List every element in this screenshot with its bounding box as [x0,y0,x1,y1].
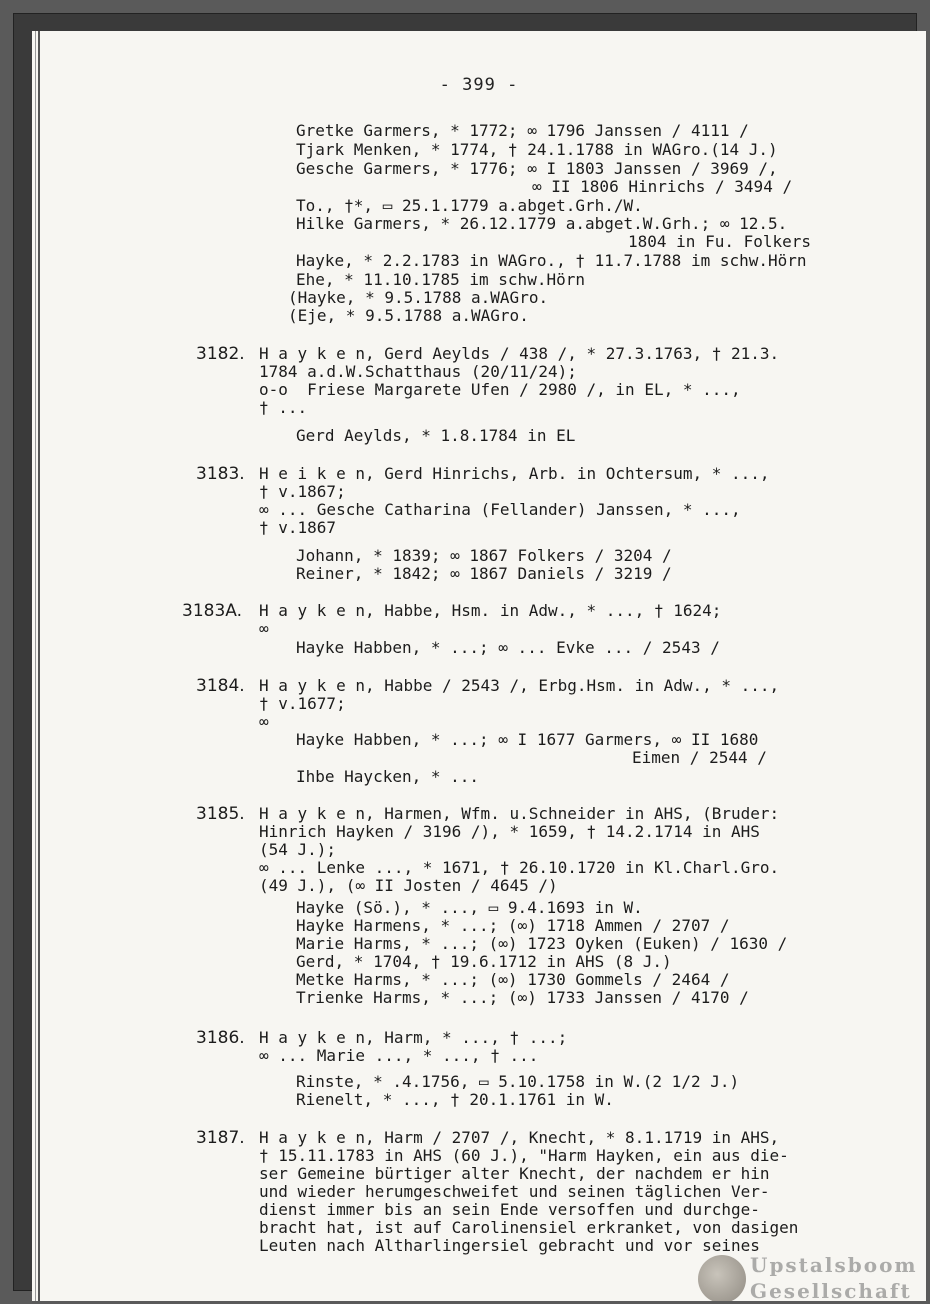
watermark-line-2: Gesellschaft [750,1279,912,1301]
text-line: (49 J.), (∞ II Josten / 4645 /) [259,876,558,895]
child-line: Hayke (Sö.), * ..., ▭ 9.4.1693 in W. [296,898,643,917]
entry-heading: H a y k e n, Habbe / 2543 /, Erbg.Hsm. in Adw., * ..., [259,676,780,695]
text-line: ∞ [259,712,269,731]
text-line: † v.1867; [259,482,346,501]
child-line: Hayke Habben, * ...; ∞ I 1677 Garmers, ∞ II 1680 [296,730,759,749]
child-line: Gerd, * 1704, † 19.6.1712 in AHS (8 J.) [296,952,672,971]
child-line: Reiner, * 1842; ∞ 1867 Daniels / 3219 / [296,564,672,583]
child-line: Gerd Aeylds, * 1.8.1784 in EL [296,426,576,445]
text-line: † ... [259,398,308,417]
entry-heading: H a y k e n, Harm, * ..., † ...; [259,1028,568,1047]
text-line: (54 J.); [259,840,337,859]
text-line: † 15.11.1783 in AHS (60 J.), "Harm Hayken, ein aus die- [259,1146,789,1165]
text-line: † v.1867 [259,518,337,537]
entry-number: 3184. [196,676,245,696]
text-line: Gretke Garmers, * 1772; ∞ 1796 Janssen / 4111 / [296,121,749,140]
text-line: Ehe, * 11.10.1785 im schw.Hörn [296,270,585,289]
entry-number: 3187. [196,1128,245,1148]
entry-heading: H e i k e n, Gerd Hinrichs, Arb. in Ochtersum, * ..., [259,464,770,483]
text-line: dienst immer bis an sein Ende versoffen und durchge- [259,1200,760,1219]
text-line: (Hayke, * 9.5.1788 a.WAGro. [288,288,549,307]
binding-edge-shadow [35,31,36,1301]
page-number: - 399 - [439,75,519,95]
text-line: Leuten nach Altharlingersiel gebracht und vor seines [259,1236,760,1255]
entry-number: 3183A. [182,601,242,621]
entry-number: 3183. [196,464,245,484]
child-line: Marie Harms, * ...; (∞) 1723 Oyken (Euken) / 1630 / [296,934,788,953]
entry-number: 3182. [196,344,245,364]
child-line: Metke Harms, * ...; (∞) 1730 Gommels / 2464 / [296,970,730,989]
child-line: Johann, * 1839; ∞ 1867 Folkers / 3204 / [296,546,672,565]
entry-heading: H a y k e n, Gerd Aeylds / 438 /, * 27.3.1763, † 21.3. [259,344,780,363]
seal-icon [698,1255,746,1301]
scan-frame [13,13,918,1301]
text-line: (Eje, * 9.5.1788 a.WAGro. [288,306,529,325]
binding-edge [38,31,40,1301]
text-line: ∞ II 1806 Hinrichs / 3494 / [532,177,793,196]
text-line: To., †*, ▭ 25.1.1779 a.abget.Grh./W. [296,196,643,215]
entry-number: 3185. [196,804,245,824]
entry-heading: H a y k e n, Harm / 2707 /, Knecht, * 8.1.1719 in AHS, [259,1128,780,1147]
watermark-line-1: Upstalsboom [750,1253,918,1277]
text-line: 1784 a.d.W.Schatthaus (20/11/24); [259,362,577,381]
text-line: Hilke Garmers, * 26.12.1779 a.abget.W.Grh.; ∞ 12.5. [296,214,788,233]
entry-number: 3186. [196,1028,245,1048]
text-line: ser Gemeine bürtiger alter Knecht, der nachdem er hin [259,1164,770,1183]
child-line: Eimen / 2544 / [632,748,767,767]
entry-heading: H a y k e n, Habbe, Hsm. in Adw., * ..., † 1624; [259,601,722,620]
child-line: Rienelt, * ..., † 20.1.1761 in W. [296,1090,614,1109]
text-line: 1804 in Fu. Folkers [628,232,812,251]
text-line: o-o Friese Margarete Ufen / 2980 /, in EL, * ..., [259,380,741,399]
child-line: Hayke Harmens, * ...; (∞) 1718 Ammen / 2707 / [296,916,730,935]
child-line: Rinste, * .4.1756, ▭ 5.10.1758 in W.(2 1/2 J.) [296,1072,740,1091]
text-line: und wieder herumgeschweifet und seinen täglichen Ver- [259,1182,770,1201]
text-line: Tjark Menken, * 1774, † 24.1.1788 in WAGro.(14 J.) [296,140,778,159]
text-line: † v.1677; [259,694,346,713]
child-line: Trienke Harms, * ...; (∞) 1733 Janssen / 4170 / [296,988,749,1007]
text-line: bracht hat, ist auf Carolinensiel erkranket, von dasigen [259,1218,799,1237]
document-page [32,31,926,1301]
text-line: ∞ ... Lenke ..., * 1671, † 26.10.1720 in Kl.Charl.Gro. [259,858,780,877]
text-line: ∞ ... Marie ..., * ..., † ... [259,1046,539,1065]
child-line: Hayke Habben, * ...; ∞ ... Evke ... / 2543 / [296,638,720,657]
text-line: Gesche Garmers, * 1776; ∞ I 1803 Janssen / 3969 /, [296,159,778,178]
watermark [698,1243,926,1301]
entry-heading: H a y k e n, Harmen, Wfm. u.Schneider in AHS, (Bruder: [259,804,780,823]
text-line: ∞ ... Gesche Catharina (Fellander) Janssen, * ..., [259,500,741,519]
text-line: Hayke, * 2.2.1783 in WAGro., † 11.7.1788 im schw.Hörn [296,251,807,270]
child-line: Ihbe Haycken, * ... [296,767,480,786]
text-line: Hinrich Hayken / 3196 /), * 1659, † 14.2.1714 in AHS [259,822,760,841]
text-line: ∞ [259,619,269,638]
